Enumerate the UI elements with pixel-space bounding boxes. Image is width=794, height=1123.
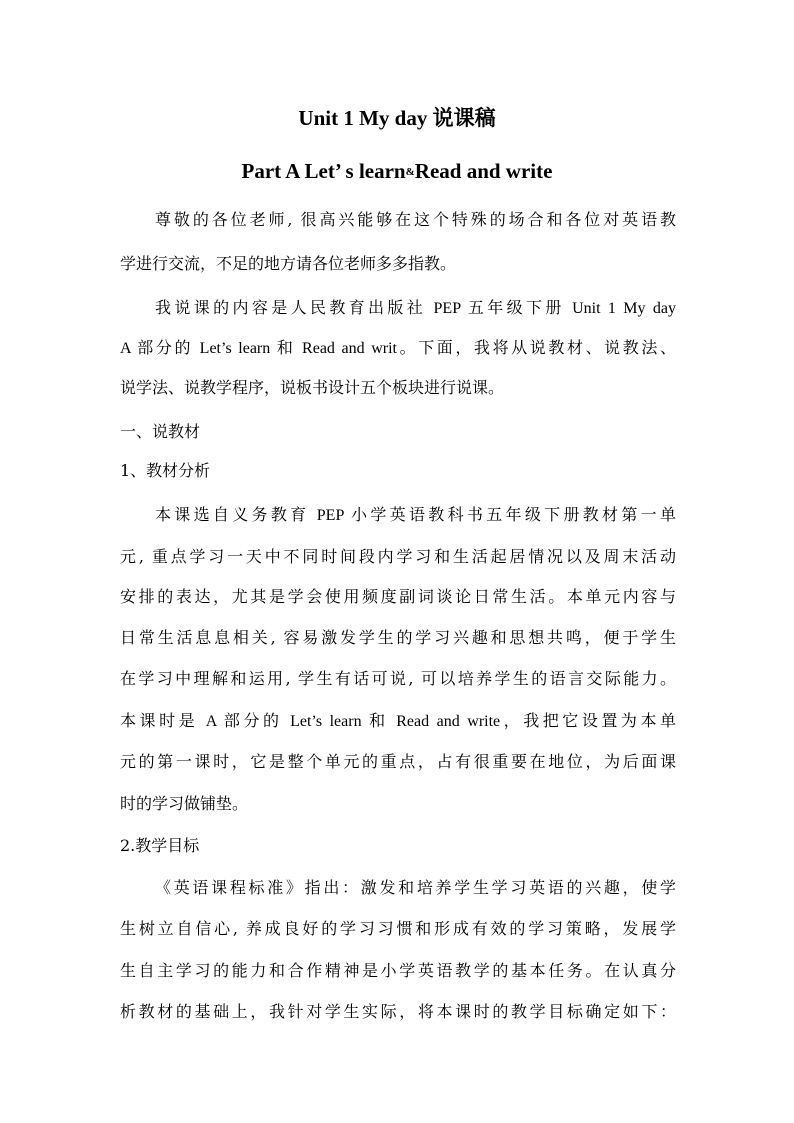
goals-line-2: 生树立自信心, 养成良好的学习习惯和形成有效的学习策略，发展学	[120, 919, 676, 938]
text-span: Let’s learn	[193, 340, 277, 357]
content-line-1	[155, 296, 676, 321]
subsection-heading-1: 1、教材分析	[120, 461, 211, 480]
text-span: 五年级下册	[467, 298, 565, 317]
analysis-line-5: 在学习中理解和运用, 学生有话可说, 可以培养学生的语言交际能力。	[120, 669, 676, 688]
document-title: Unit 1 My day 说课稿	[298, 106, 496, 130]
content-line-2	[120, 336, 676, 361]
analysis-line-4: 日常生活息息相关, 容易激发学生的学习兴趣和思想共鸣，便于学生	[120, 628, 676, 647]
analysis-line-7: 元的第一课时，它是整个单元的重点，占有很重要在地位，为后面课	[120, 752, 676, 771]
subsection-heading-2: 2.教学目标	[120, 836, 200, 855]
text-span: 。下面，我将从说教材、说教法、	[397, 338, 676, 357]
subtitle-part2: Read and write	[414, 159, 553, 183]
intro-line-2: 学进行交流，不足的地方请各位老师多多指教。	[120, 254, 457, 273]
subtitle-part1: Part A Let’ s learn	[241, 159, 406, 183]
goals-line-1: 《英语课程标准》指出：激发和培养学生学习英语的兴趣，使学	[155, 878, 676, 897]
text-span: 和	[276, 338, 296, 357]
intro-line-1: 尊敬的各位老师, 很高兴能够在这个特殊的场合和各位对英语教	[155, 210, 676, 229]
text-span: PEP	[309, 507, 352, 524]
text-span: 和	[369, 711, 389, 730]
text-span: A	[198, 713, 224, 730]
content-line-3: 说学法、说教学程序，说板书设计五个板块进行说课。	[120, 378, 505, 397]
document-subtitle	[0, 157, 794, 186]
text-span: 小学英语教科书五年级下册教材第一单	[351, 505, 676, 524]
analysis-line-8: 时的学习做铺垫。	[120, 794, 249, 813]
text-span: ，我把它设置为本单	[500, 711, 676, 730]
text-span: Unit 1 My day	[564, 300, 676, 317]
analysis-line-2: 元, 重点学习一天中不同时间段内学习和生活起居情况以及周末活动	[120, 547, 676, 566]
text-span: Let’s learn	[282, 713, 370, 730]
text-span: Read and write	[388, 713, 501, 730]
subtitle-ampersand: &	[405, 166, 415, 178]
goals-line-3: 生自主学习的能力和合作精神是小学英语教学的基本任务。在认真分	[120, 961, 676, 980]
section-heading-1: 一、说教材	[120, 422, 201, 441]
text-span: PEP	[426, 300, 468, 317]
text-span: A	[120, 340, 138, 357]
goals-line-4: 析教材的基础上，我针对学生实际，将本课时的教学目标确定如下：	[120, 1002, 676, 1021]
text-span: 本课时是	[120, 711, 199, 730]
text-span: 本课选自义务教育	[155, 505, 310, 524]
text-span: 我说课的内容是人民教育出版社	[155, 298, 427, 317]
analysis-line-6	[120, 709, 676, 734]
text-span: 部分的	[223, 711, 283, 730]
analysis-line-3: 安排的表达，尤其是学会使用频度副词谈论日常生活。本单元内容与	[120, 587, 676, 606]
text-span: 部分的	[137, 338, 194, 357]
analysis-line-1	[155, 503, 676, 528]
text-span: Read and writ	[295, 340, 397, 357]
